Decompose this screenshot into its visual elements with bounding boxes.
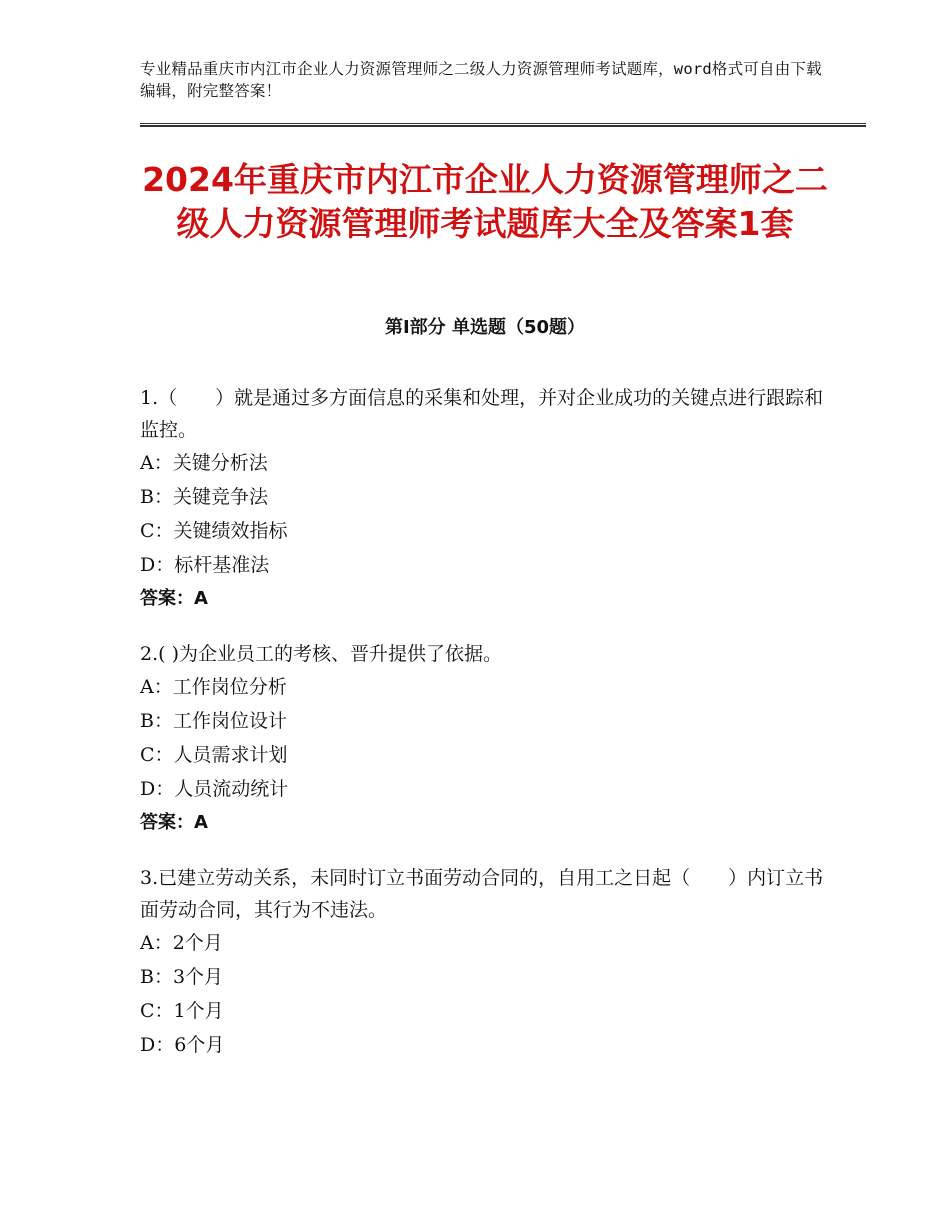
option-d: D：人员流动统计 [140, 778, 289, 800]
option-b: B：3个月 [140, 966, 224, 988]
option-c: C：人员需求计划 [140, 744, 288, 766]
option-c: C：1个月 [140, 1000, 224, 1022]
question-stem: 2.( )为企业员工的考核、晋升提供了依据。 [140, 643, 502, 665]
option-c: C：关键绩效指标 [140, 520, 288, 542]
question-list [140, 382, 840, 1084]
question-stem: 3.已建立劳动关系，未同时订立书面劳动合同的，自用工之日起（ ）内订立书面劳动合同，其行为不违法。 [140, 867, 824, 921]
header-divider [140, 123, 866, 127]
option-b: B：工作岗位设计 [140, 710, 287, 732]
question-3 [140, 862, 840, 1062]
answer-label: 答案：A [140, 812, 208, 833]
section-title: 第I部分 单选题（50题） [384, 317, 585, 338]
question-stem: 1.（ ）就是通过多方面信息的采集和处理，并对企业成功的关键点进行跟踪和监控。 [140, 387, 824, 441]
option-d: D：标杆基准法 [140, 554, 270, 576]
option-d: D：6个月 [140, 1034, 225, 1056]
question-2 [140, 638, 840, 840]
answer-label: 答案：A [140, 588, 208, 609]
option-b: B：关键竞争法 [140, 486, 268, 508]
document-title: 2024年重庆市内江市企业人力资源管理师之二级人力资源管理师考试题库大全及答案1套 [142, 160, 828, 243]
option-a: A：2个月 [140, 932, 223, 954]
option-a: A：关键分析法 [140, 452, 268, 474]
question-1 [140, 382, 840, 616]
option-a: A：工作岗位分析 [140, 676, 287, 698]
header-note: 专业精品重庆市内江市企业人力资源管理师之二级人力资源管理师考试题库，word格式可自由下载编辑，附完整答案！ [140, 60, 822, 100]
